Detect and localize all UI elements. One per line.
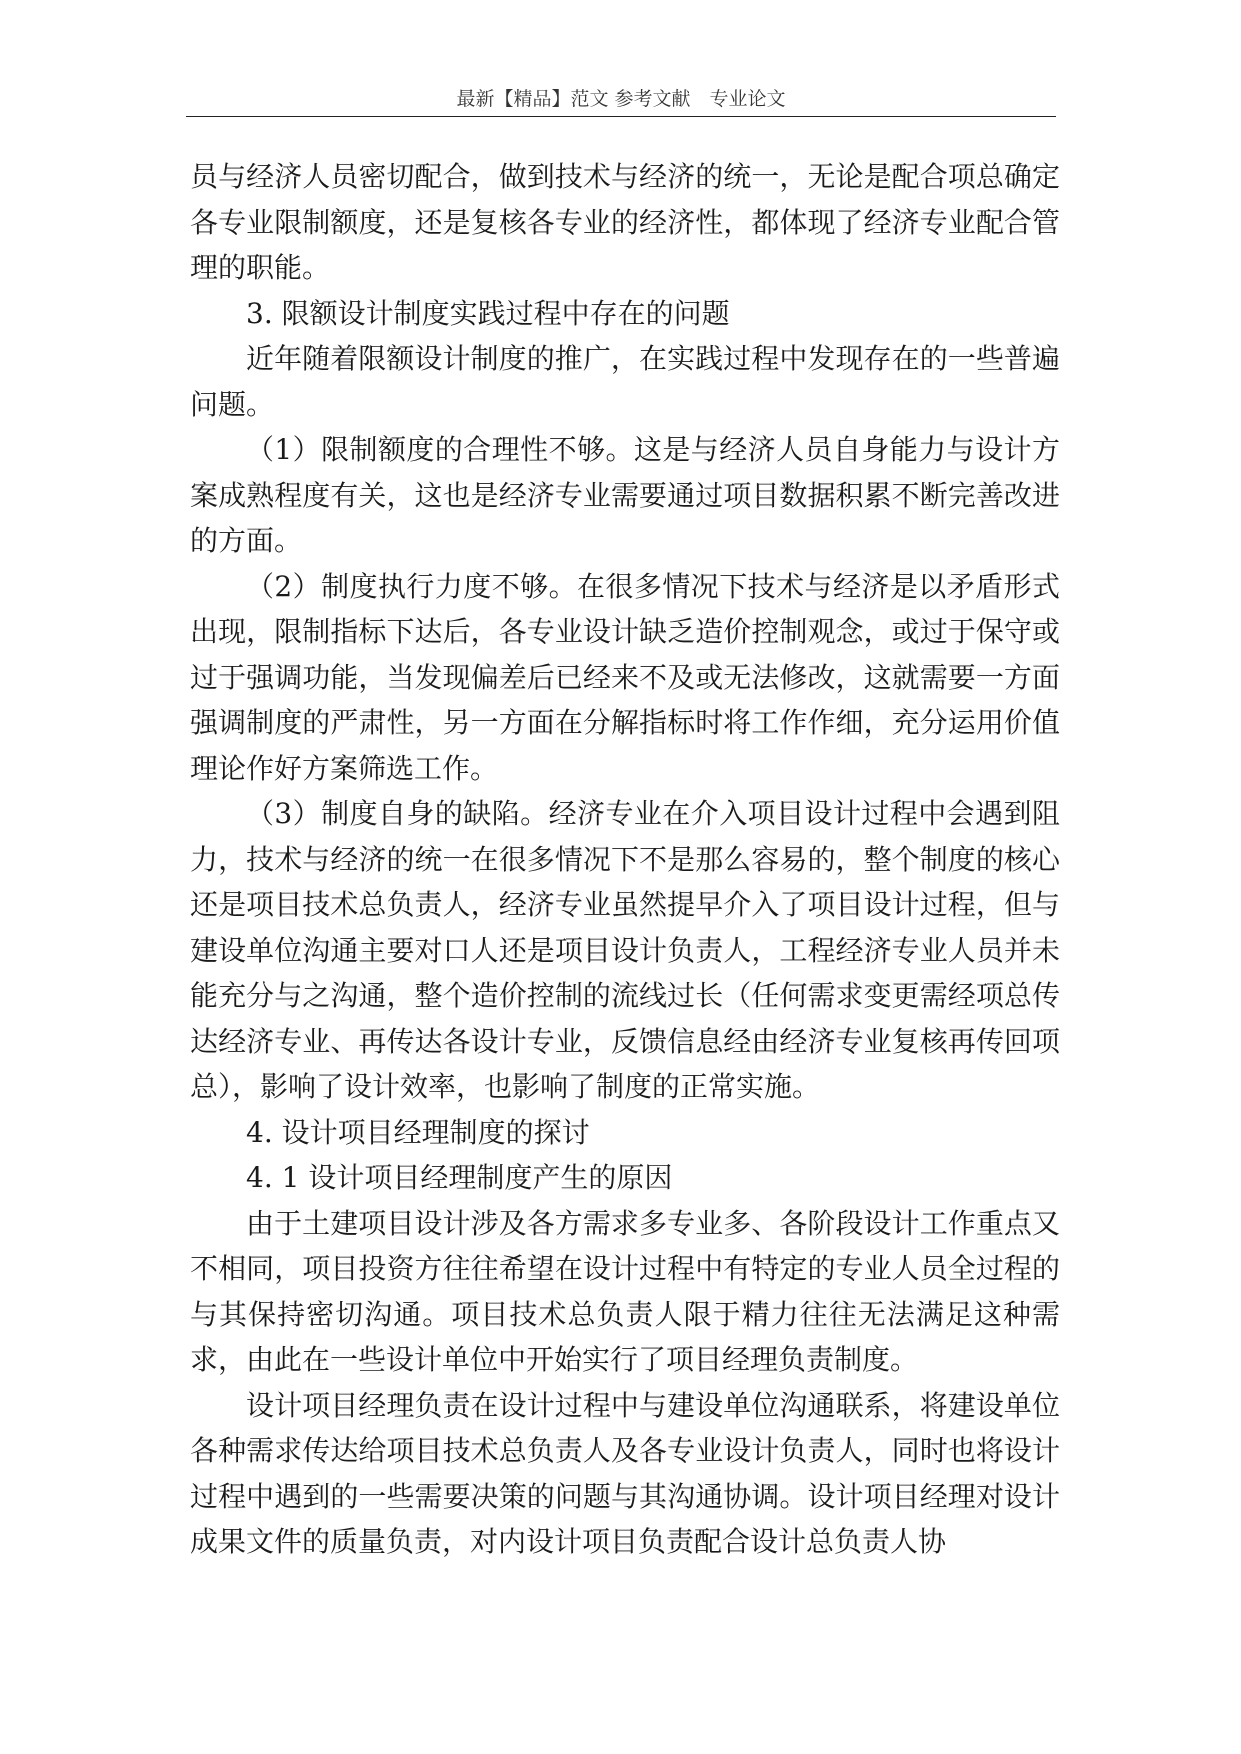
list-item-1: （1）限制额度的合理性不够。这是与经济人员自身能力与设计方案成熟程度有关，这也是经济专业需要通过项目数据积累不断完善改进的方面。 (190, 433, 1060, 557)
paragraph: 由于土建项目设计涉及各方需求多专业多、各阶段设计工作重点又不相同，项目投资方往往希望在设计过程中有特定的专业人员全过程的与其保持密切沟通。项目技术总负责人限于精力往往无法满足这种需求，由此在一些设计单位中开始实行了项目经理负责制度。 (190, 1206, 1060, 1376)
paragraph: 设计项目经理负责在设计过程中与建设单位沟通联系，将建设单位各种需求传达给项目技术总负责人及各专业设计负责人，同时也将设计过程中遇到的一些需要决策的问题与其沟通协调。设计项目经理对设计成果文件的质量负责，对内设计项目负责配合设计总负责人协 (190, 1388, 1060, 1558)
paragraph: 近年随着限额设计制度的推广，在实践过程中发现存在的一些普遍问题。 (190, 342, 1060, 421)
page-header: 最新【精品】范文 参考文献 专业论文 (456, 88, 786, 110)
paragraph-continuation: 员与经济人员密切配合，做到技术与经济的统一，无论是配合项总确定各专业限制额度，还是复核各专业的经济性，都体现了经济专业配合管理的职能。 (190, 160, 1060, 284)
section-heading-3: 3. 限额设计制度实践过程中存在的问题 (246, 296, 730, 330)
list-item-3: （3）制度自身的缺陷。经济专业在介入项目设计过程中会遇到阻力，技术与经济的统一在很多情况下不是那么容易的，整个制度的核心还是项目技术总负责人，经济专业虽然提早介入了项目设计过程，但与建设单位沟通主要对口人还是项目设计负责人，工程经济专业人员并未能充分与之沟通，整个造价控制的流线过长（任何需求变更需经项总传达经济专业、再传达各设计专业，反馈信息经由经济专业复核再传回项总），影响了设计效率，也影响了制度的正常实施。 (190, 797, 1060, 1103)
list-item-2: （2）制度执行力度不够。在很多情况下技术与经济是以矛盾形式出现，限制指标下达后，各专业设计缺乏造价控制观念，或过于保守或过于强调功能，当发现偏差后已经来不及或无法修改，这就需要一方面强调制度的严肃性，另一方面在分解指标时将工作作细，充分运用价值理论作好方案筛选工作。 (190, 569, 1060, 785)
header-divider (186, 116, 1056, 117)
section-heading-4: 4. 设计项目经理制度的探讨 (246, 1115, 590, 1149)
document-body (190, 154, 1060, 1565)
subsection-heading-4-1: 4. 1 设计项目经理制度产生的原因 (246, 1161, 673, 1194)
